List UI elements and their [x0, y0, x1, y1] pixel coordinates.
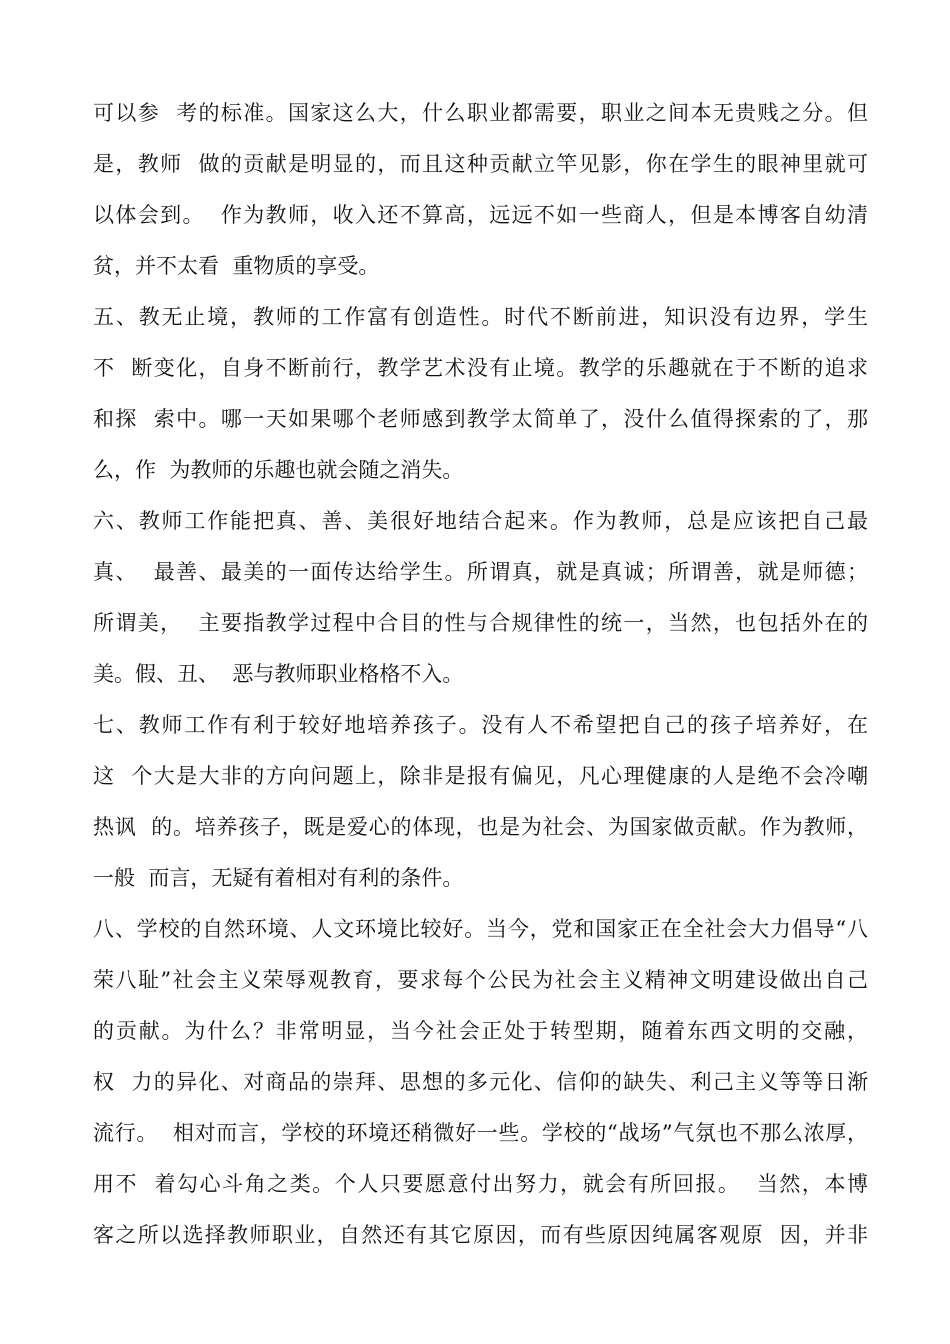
text-line: 是，教师 做的贡献是明显的，而且这种贡献立竿见影，你在学生的眼神里就可: [93, 152, 868, 176]
text-line: 荣八耻”社会主义荣辱观教育，要求每个公民为社会主义精神文明建设做出自己: [93, 968, 868, 992]
text-line: 贫，并不太看 重物质的享受。: [93, 254, 380, 278]
text-line: 客之所以选择教师职业，自然还有其它原因，而有些原因纯属客观原 因，并非: [93, 1223, 868, 1247]
text-line: 以体会到。 作为教师，收入还不算高，远远不如一些商人，但是本博客自幼清: [93, 203, 868, 227]
text-line: 七、教师工作有利于较好地培养孩子。没有人不希望把自己的孩子培养好，在: [93, 713, 868, 737]
text-line: 所谓美， 主要指教学过程中合目的性与合规律性的统一，当然，也包括外在的: [93, 611, 868, 635]
text-line: 六、教师工作能把真、善、美很好地结合起来。作为教师，总是应该把自己最: [93, 509, 868, 533]
text-line: 权 力的异化、对商品的崇拜、思想的多元化、信仰的缺失、利己主义等等日渐: [93, 1070, 868, 1094]
text-line: 不 断变化，自身不断前行，教学艺术没有止境。教学的乐趣就在于不断的追求: [93, 356, 868, 380]
text-line: 一般 而言，无疑有着相对有利的条件。: [93, 866, 464, 890]
text-line: 美。假、丑、 恶与教师职业格格不入。: [93, 662, 464, 686]
text-line: 五、教无止境，教师的工作富有创造性。时代不断前进，知识没有边界，学生: [93, 305, 868, 329]
text-line: 热讽 的。培养孩子，既是爱心的体现，也是为社会、为国家做贡献。作为教师，: [93, 815, 868, 839]
text-line: 八、学校的自然环境、人文环境比较好。当今，党和国家正在全社会大力倡导“八: [93, 917, 868, 941]
text-line: 用不 着勾心斗角之类。个人只要愿意付出努力，就会有所回报。 当然，本博: [93, 1172, 868, 1196]
text-line: 真、 最善、最美的一面传达给学生。所谓真，就是真诚；所谓善，就是师德；: [93, 560, 868, 584]
text-line: 流行。 相对而言，学校的环境还稍微好一些。学校的“战场”气氛也不那么浓厚，: [93, 1121, 868, 1145]
body-text: [93, 88, 868, 1261]
text-line: 这 个大是大非的方向问题上，除非是报有偏见，凡心理健康的人是绝不会冷嘲: [93, 764, 868, 788]
text-line: 可以参 考的标准。国家这么大，什么职业都需要，职业之间本无贵贱之分。但: [93, 101, 868, 125]
text-line: 么，作 为教师的乐趣也就会随之消失。: [93, 458, 464, 482]
text-line: 的贡献。为什么？非常明显，当今社会正处于转型期，随着东西文明的交融，: [93, 1019, 868, 1043]
text-line: 和探 索中。哪一天如果哪个老师感到教学太简单了，没什么值得探索的了，那: [93, 407, 868, 431]
